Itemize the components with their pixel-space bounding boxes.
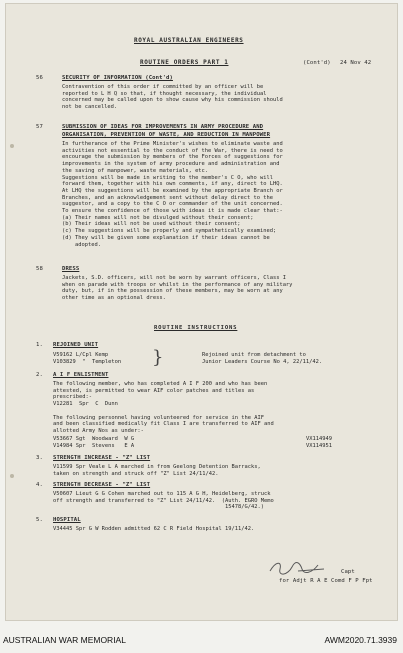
orders-title: ROUTINE ORDERS PART 1 bbox=[140, 59, 229, 66]
item-personnel: V59162 L/Cpl Kemp V103829 " Templeton bbox=[53, 352, 122, 365]
section-body: Jackets, S.D. officers, will not be worn by warrant officers, Class I when on parade with troops or whilst in the performance of any military duty, but, if in the possession of these members, may be worn at any other time as an optional dress. bbox=[62, 275, 293, 302]
section-number: 58 bbox=[36, 266, 43, 272]
continued-marker: (Cont'd) bbox=[303, 60, 331, 66]
item-body: V11599 Spr Veale L A marched in from Geelong Detention Barracks, taken on strength and struck off "Z" List 24/11/42. bbox=[53, 464, 261, 477]
item-body: The following member, who has completed A I F 200 and who has been attested, is permitted to wear AIF color patches and titles as prescribed:- V12281 Spr C Dunn The following personnel having volunteered for service in the AIF and been classified medically fit Class I are transferred to AIF and allotted Army Nos as under:- bbox=[53, 381, 274, 434]
item-number: 1. bbox=[36, 342, 43, 348]
transfer-member: V14984 Spr Stevens E A bbox=[53, 443, 135, 449]
item-heading: REJOINED UNIT bbox=[53, 342, 99, 348]
item-heading: STRENGTH DECREASE - "Z" LIST bbox=[53, 482, 151, 488]
transfer-army-number: VX114951 bbox=[306, 443, 332, 449]
document-page bbox=[5, 3, 398, 621]
section-heading: DRESS bbox=[62, 266, 80, 272]
grouping-brace: } bbox=[152, 347, 164, 368]
item-body: V50607 Lieut G G Cohen marched out to 115 A G H, Heidelberg, struck off strength and transferred to "Z" List 24/11/42. (Auth. EGRO Memo 15478/G/42.) bbox=[53, 491, 274, 511]
item-heading: STRENGTH INCREASE - "Z" LIST bbox=[53, 455, 151, 461]
routine-instructions-title: ROUTINE INSTRUCTIONS bbox=[154, 325, 238, 331]
transfer-army-number: VX114949 bbox=[306, 436, 332, 442]
handwritten-signature bbox=[268, 557, 328, 579]
item-heading: HOSPITAL bbox=[53, 517, 81, 523]
section-body: Contravention of this order if committed by an officer will be reported to L H Q so that, if thought necessary, the individual concerned may be called upon to show cause why his commission should not be cancelled. bbox=[62, 84, 283, 111]
item-number: 4. bbox=[36, 482, 43, 488]
order-date: 24 Nov 42 bbox=[340, 60, 372, 66]
item-number: 5. bbox=[36, 517, 43, 523]
item-number: 2. bbox=[36, 372, 43, 378]
section-heading-continued: ORGANISATION, PREVENTION OF WASTE, AND REDUCTION IN MANPOWER bbox=[62, 132, 271, 138]
section-heading: SECURITY OF INFORMATION (Cont'd) bbox=[62, 75, 173, 81]
section-heading: SUBMISSION OF IDEAS FOR IMPROVEMENTS IN ARMY PROCEDURE AND bbox=[62, 124, 264, 130]
section-body: In furtherance of the Prime Minister's wishes to eliminate waste and activities not essential to the conduct of the War, there is need to encourage the submission by members of the Forces of suggestions for improvements in the system of army procedure and administration and the saving of manpower, waste materials, etc. Suggestions will be made in writing to the member's C O, who will forward them, together with his own comments, if any, direct to LHQ. At LHQ the suggestions will be examined by the appropriate Branch or Branches, and an acknowledgement sent without delay direct to the suggestor, and a copy to the C O or commander of the unit concerned. To ensure the confidence of those with ideas it is made clear that:- (a) Their names will not be divulged without their consent; (b) Their ideas will not be used without their consent; (c) The suggestions will be properly and sympathetically examined; (d) They will be given some explanation if their ideas cannot be adopted. bbox=[62, 141, 283, 248]
section-number: 57 bbox=[36, 124, 43, 130]
punch-hole bbox=[10, 144, 14, 148]
item-body: V34445 Spr G W Rodden admitted 62 C R Field Hospital 19/11/42. bbox=[53, 526, 255, 532]
punch-hole bbox=[10, 474, 14, 478]
archive-reference: AWM2020.71.3939 bbox=[324, 635, 397, 645]
signature-title: for Adjt R A E Comd F P Fpt bbox=[279, 578, 373, 584]
archive-footer bbox=[0, 630, 403, 653]
transfer-member: V53667 Sgt Woodward W G bbox=[53, 436, 135, 442]
item-number: 3. bbox=[36, 455, 43, 461]
signature-rank: Capt bbox=[341, 569, 355, 575]
archive-name: AUSTRALIAN WAR MEMORIAL bbox=[3, 635, 126, 645]
item-note: Rejoined unit from detachment to Junior Leaders Course No 4, 22/11/42. bbox=[202, 352, 323, 365]
unit-heading: ROYAL AUSTRALIAN ENGINEERS bbox=[134, 37, 244, 44]
section-number: 56 bbox=[36, 75, 43, 81]
item-heading: A I F ENLISTMENT bbox=[53, 372, 109, 378]
